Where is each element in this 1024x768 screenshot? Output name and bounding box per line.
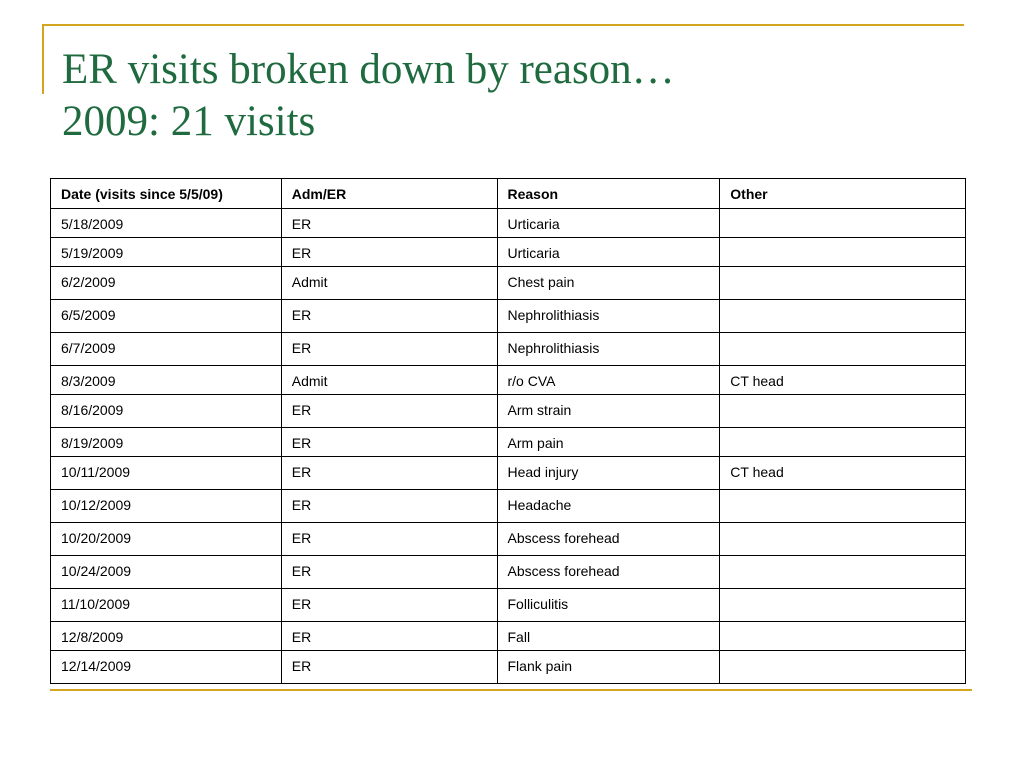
cell-other — [720, 523, 966, 556]
slide-title — [62, 44, 675, 148]
cell-adm-er: ER — [281, 490, 497, 523]
cell-reason: Head injury — [497, 457, 720, 490]
cell-other — [720, 300, 966, 333]
header-adm-er: Adm/ER — [281, 179, 497, 209]
cell-reason: Urticaria — [497, 209, 720, 238]
table-header-row — [51, 179, 966, 209]
table-row — [51, 457, 966, 490]
cell-reason: Abscess forehead — [497, 556, 720, 589]
cell-adm-er: ER — [281, 428, 497, 457]
table-row — [51, 490, 966, 523]
table-row — [51, 428, 966, 457]
cell-other: CT head — [720, 366, 966, 395]
cell-other — [720, 622, 966, 651]
cell-adm-er: ER — [281, 651, 497, 684]
header-date: Date (visits since 5/5/09) — [51, 179, 282, 209]
cell-date: 10/24/2009 — [51, 556, 282, 589]
slide-title-line-1: ER visits broken down by reason… — [62, 46, 675, 93]
cell-date: 5/19/2009 — [51, 238, 282, 267]
cell-date: 10/20/2009 — [51, 523, 282, 556]
cell-reason: r/o CVA — [497, 366, 720, 395]
cell-other — [720, 209, 966, 238]
cell-other — [720, 238, 966, 267]
cell-reason: Nephrolithiasis — [497, 333, 720, 366]
cell-date: 5/18/2009 — [51, 209, 282, 238]
accent-line-top — [42, 24, 964, 26]
cell-date: 8/16/2009 — [51, 395, 282, 428]
cell-adm-er: ER — [281, 333, 497, 366]
table-row — [51, 366, 966, 395]
cell-date: 6/2/2009 — [51, 267, 282, 300]
slide-title-line-2: 2009: 21 visits — [62, 98, 316, 145]
table-row — [51, 556, 966, 589]
table-row — [51, 267, 966, 300]
cell-reason: Folliculitis — [497, 589, 720, 622]
cell-reason: Nephrolithiasis — [497, 300, 720, 333]
accent-line-left — [42, 24, 44, 94]
cell-adm-er: ER — [281, 300, 497, 333]
er-visits-table — [50, 178, 966, 684]
cell-date: 8/3/2009 — [51, 366, 282, 395]
cell-reason: Arm pain — [497, 428, 720, 457]
accent-line-bottom — [50, 689, 972, 691]
table-row — [51, 395, 966, 428]
header-other: Other — [720, 179, 966, 209]
cell-reason: Chest pain — [497, 267, 720, 300]
cell-adm-er: Admit — [281, 267, 497, 300]
header-reason: Reason — [497, 179, 720, 209]
cell-adm-er: ER — [281, 556, 497, 589]
cell-adm-er: ER — [281, 457, 497, 490]
cell-adm-er: ER — [281, 523, 497, 556]
cell-other — [720, 395, 966, 428]
cell-reason: Headache — [497, 490, 720, 523]
cell-other: CT head — [720, 457, 966, 490]
table-row — [51, 300, 966, 333]
cell-adm-er: ER — [281, 395, 497, 428]
cell-other — [720, 589, 966, 622]
table-row — [51, 651, 966, 684]
cell-other — [720, 490, 966, 523]
cell-date: 12/8/2009 — [51, 622, 282, 651]
cell-reason: Flank pain — [497, 651, 720, 684]
table-row — [51, 209, 966, 238]
cell-reason: Fall — [497, 622, 720, 651]
table-row — [51, 333, 966, 366]
table-row — [51, 238, 966, 267]
cell-date: 6/7/2009 — [51, 333, 282, 366]
cell-reason: Urticaria — [497, 238, 720, 267]
cell-adm-er: Admit — [281, 366, 497, 395]
cell-other — [720, 428, 966, 457]
cell-adm-er: ER — [281, 622, 497, 651]
cell-adm-er: ER — [281, 589, 497, 622]
cell-other — [720, 556, 966, 589]
table-row — [51, 622, 966, 651]
table-row — [51, 523, 966, 556]
cell-date: 12/14/2009 — [51, 651, 282, 684]
cell-other — [720, 651, 966, 684]
cell-other — [720, 333, 966, 366]
cell-date: 8/19/2009 — [51, 428, 282, 457]
cell-date: 11/10/2009 — [51, 589, 282, 622]
table-row — [51, 589, 966, 622]
cell-date: 6/5/2009 — [51, 300, 282, 333]
cell-date: 10/11/2009 — [51, 457, 282, 490]
cell-date: 10/12/2009 — [51, 490, 282, 523]
cell-other — [720, 267, 966, 300]
cell-reason: Arm strain — [497, 395, 720, 428]
cell-reason: Abscess forehead — [497, 523, 720, 556]
cell-adm-er: ER — [281, 209, 497, 238]
cell-adm-er: ER — [281, 238, 497, 267]
